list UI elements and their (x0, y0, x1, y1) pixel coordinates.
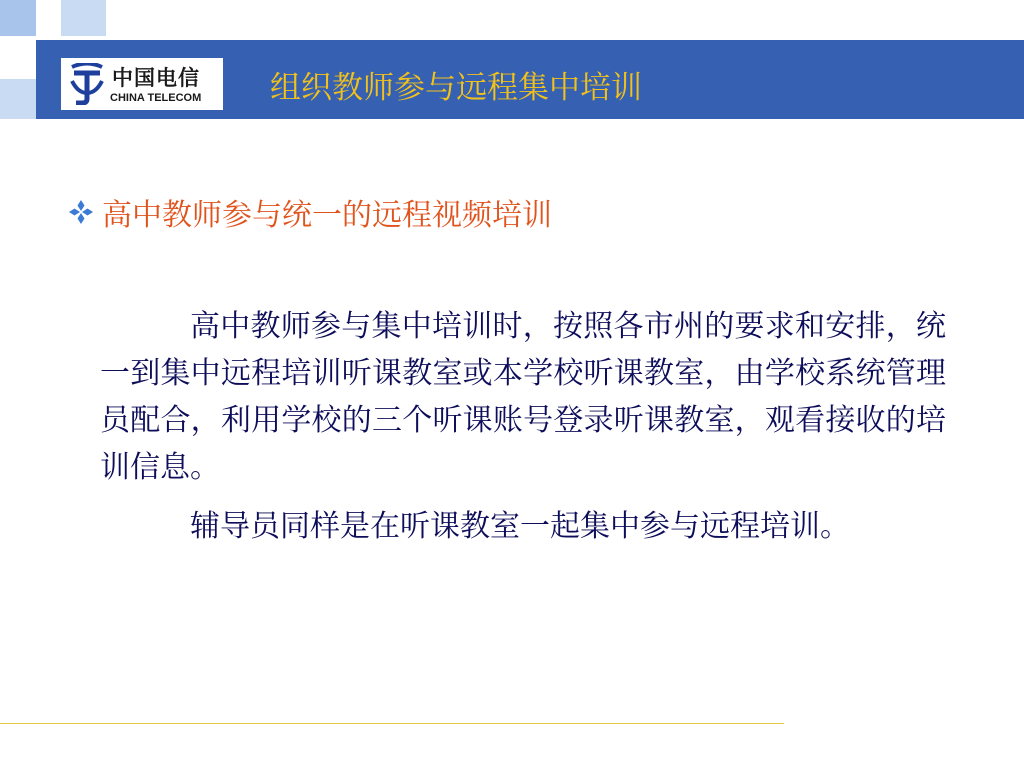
logo-chinese-name: 中国电信 (112, 66, 200, 90)
china-telecom-logo-icon (68, 63, 106, 105)
decor-square-top-left (0, 0, 36, 36)
body-paragraph: 高中教师参与集中培训时，按照各市州的要求和安排，统一到集中远程培训听课教室或本学校听课教室，由学校系统管理员配合，利用学校的三个听课账号登录听课教室，观看接收的培训信息。 (100, 309, 946, 485)
decor-square-left (0, 79, 36, 119)
bullet-heading: 高中教师参与统一的远程视频培训 (102, 198, 552, 233)
decor-square-top (61, 0, 106, 36)
footer-divider (0, 723, 784, 724)
body-text (100, 303, 946, 562)
diamond-bullet-icon (68, 199, 94, 225)
body-paragraph: 辅导员同样是在听课教室一起集中参与远程培训。 (190, 509, 850, 544)
bullet-row (68, 190, 552, 234)
page-title: 组织教师参与远程集中培训 (270, 70, 642, 106)
logo-english-name: CHINA TELECOM (110, 92, 202, 104)
